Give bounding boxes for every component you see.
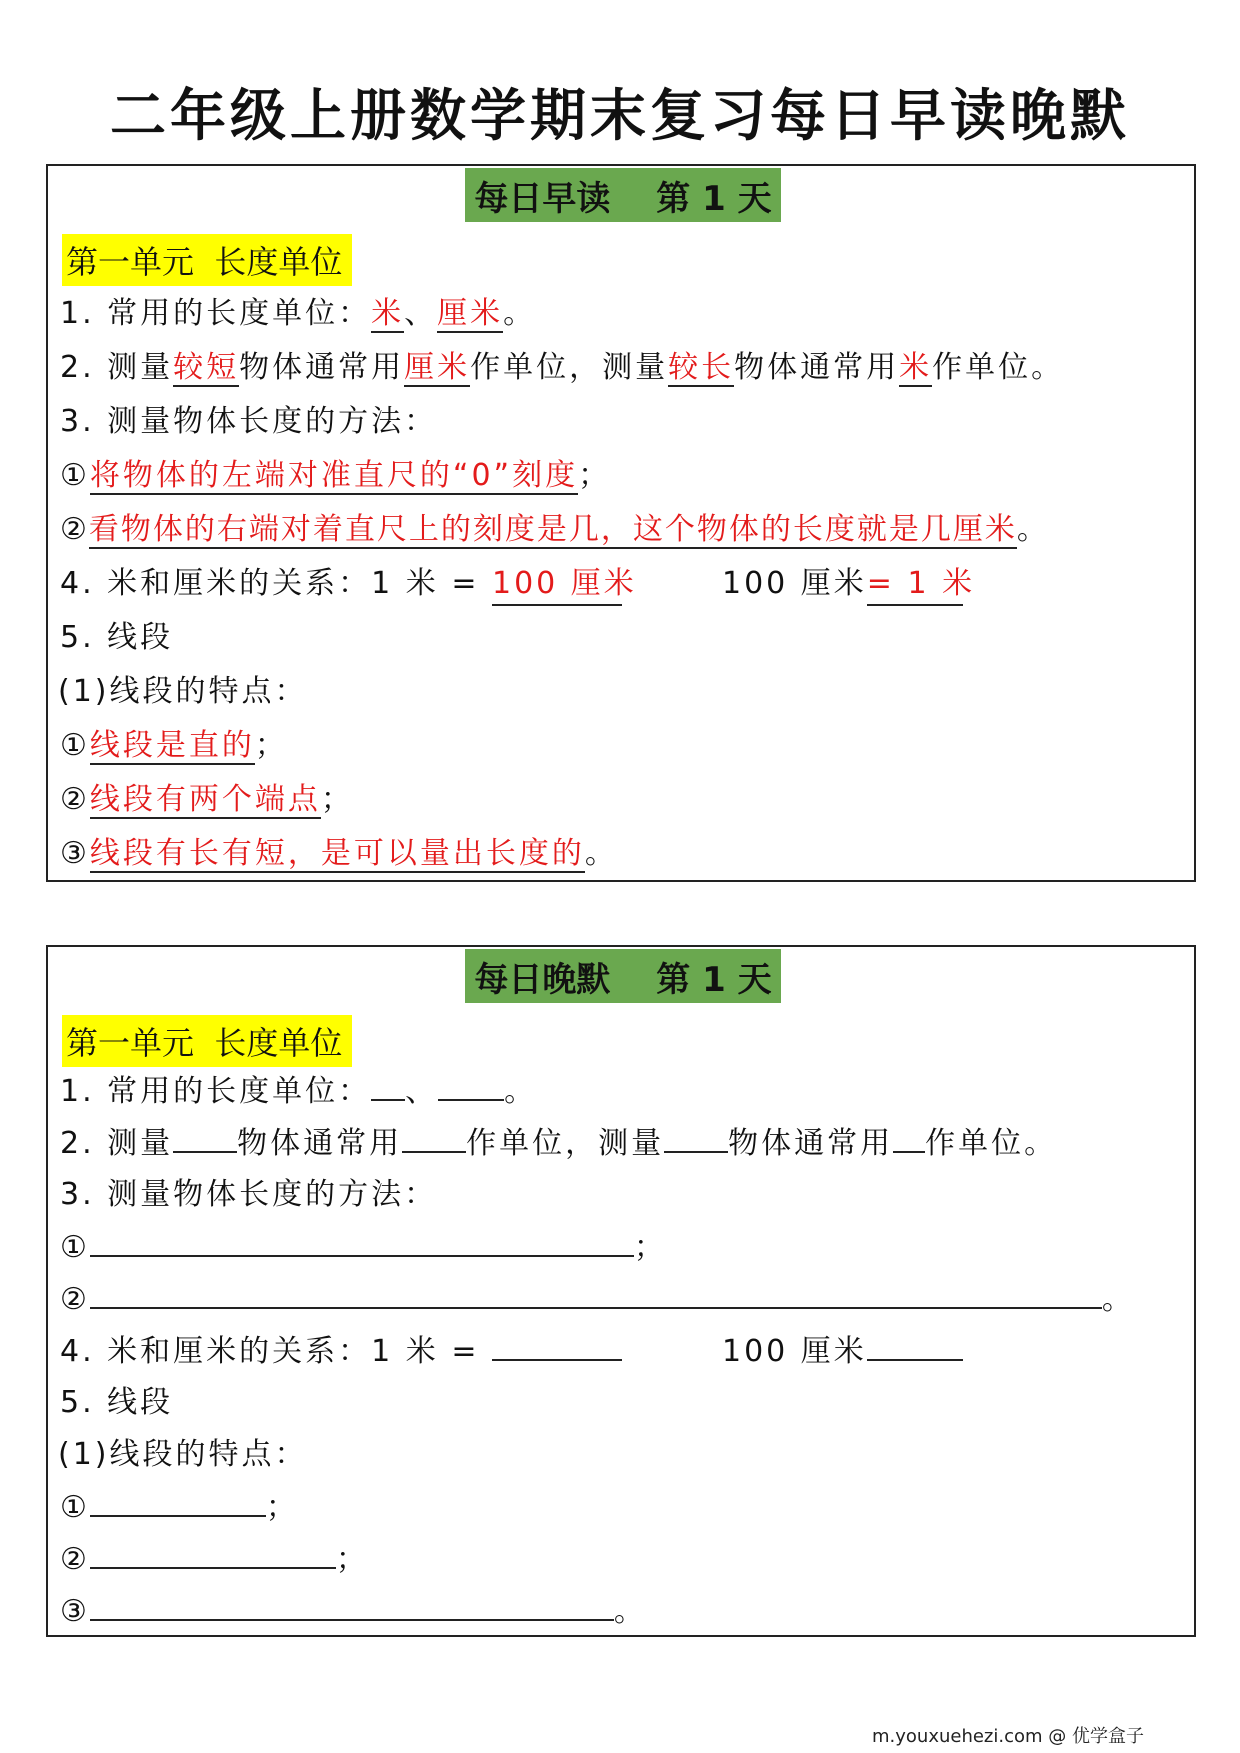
evening-q5-1 (60, 1487, 299, 1528)
morning-q5: 5. 线段 (60, 620, 174, 655)
eq5-2-num: ② (60, 1542, 90, 1577)
q3-2-answer: 看物体的右端对着直尺上的刻度是几，这个物体的长度就是几厘米 (88, 512, 1017, 547)
morning-q4 (60, 564, 976, 606)
eq4-mid-text: 100 厘米 (722, 1334, 867, 1369)
eq3-2-end: 。 (1101, 1282, 1135, 1317)
eq3-1-blank[interactable] (90, 1227, 634, 1257)
evening-q1 (60, 1071, 537, 1112)
evening-unit-title: 第一单元 长度单位 (62, 1015, 352, 1067)
eq3-2-num: ② (60, 1282, 90, 1317)
q3-1-end: ； (578, 458, 612, 493)
eq2-blank-1[interactable] (173, 1123, 237, 1153)
eq2-text-2: 物体通常用 (237, 1126, 403, 1161)
eq2-text-4: 物体通常用 (728, 1126, 894, 1161)
evening-dictation-panel (46, 945, 1196, 1637)
evening-q5-2 (60, 1539, 369, 1580)
evening-q3: 3. 测量物体长度的方法： (60, 1177, 438, 1212)
morning-q5-1 (60, 726, 288, 766)
q2-text-2: 物体通常用 (239, 350, 405, 385)
eq4-blank-1[interactable] (492, 1331, 622, 1361)
eq1-blank-2[interactable] (438, 1071, 504, 1101)
q5-3-end: 。 (584, 836, 618, 871)
morning-q5-2 (60, 780, 354, 820)
q2-text-5: 作单位。 (932, 350, 1065, 385)
q2-text-1: 2. 测量 (60, 350, 174, 385)
eq1-text: 1. 常用的长度单位： (60, 1074, 372, 1109)
q3-1-answer: 将物体的左端对准直尺的“0”刻度 (89, 458, 579, 493)
q4-text: 4. 米和厘米的关系：1 米 = (60, 566, 492, 601)
q4-mid-text: 100 厘米 (722, 566, 867, 601)
morning-q3-2 (60, 510, 1049, 550)
eq2-text-5: 作单位。 (925, 1126, 1058, 1161)
morning-q1 (60, 294, 536, 334)
q3-2-end: 。 (1016, 512, 1049, 547)
morning-unit-title: 第一单元 长度单位 (62, 234, 352, 286)
morning-q3: 3. 测量物体长度的方法： (60, 404, 438, 439)
q5-3-answer: 线段有长有短，是可以量出长度的 (89, 836, 585, 871)
eq5-2-end: ； (335, 1542, 369, 1577)
q5-1-end: ； (254, 728, 288, 763)
q4-answer-1: 100 厘米 (492, 564, 622, 606)
eq5-2-blank[interactable] (90, 1539, 336, 1569)
morning-reading-panel (46, 164, 1196, 882)
eq3-1-num: ① (60, 1230, 90, 1265)
eq2-text-3: 作单位，测量 (466, 1126, 665, 1161)
eq1-end: 。 (504, 1074, 538, 1109)
eq5-1-num: ① (60, 1490, 90, 1525)
eq1-blank-1[interactable] (371, 1071, 405, 1101)
eq2-blank-4[interactable] (893, 1123, 925, 1153)
evening-q4 (60, 1331, 963, 1372)
eq5-1-end: ； (265, 1490, 299, 1525)
eq2-blank-2[interactable] (402, 1123, 466, 1153)
page-title: 二年级上册数学期末复习每日早读晚默 (110, 84, 1130, 149)
morning-q2 (60, 348, 1064, 388)
q2-text-3: 作单位，测量 (470, 350, 669, 385)
footer-watermark: m.youxuehezi.com @ 优学盒子 (871, 1726, 1144, 1747)
eq3-2-blank[interactable] (90, 1279, 1102, 1309)
q2-answer-4: 米 (899, 350, 933, 385)
evening-q5: 5. 线段 (60, 1385, 174, 1420)
evening-q3-1 (60, 1227, 667, 1268)
evening-q5-3 (60, 1591, 647, 1632)
q2-answer-1: 较短 (173, 350, 240, 385)
eq2-blank-3[interactable] (664, 1123, 728, 1153)
q2-answer-2: 厘米 (404, 350, 471, 385)
eq5-3-blank[interactable] (90, 1591, 614, 1621)
evening-q2 (60, 1123, 1057, 1164)
q1-sep: 、 (404, 296, 438, 331)
q5-1-answer: 线段是直的 (89, 728, 255, 763)
evening-q3-2 (60, 1279, 1135, 1320)
eq5-1-blank[interactable] (90, 1487, 266, 1517)
q2-text-4: 物体通常用 (734, 350, 900, 385)
q1-answer-1: 米 (371, 296, 405, 331)
evening-header: 每日晚默 第 1 天 (465, 949, 781, 1003)
q5-2-num: ② (60, 782, 90, 817)
morning-q5-3 (60, 834, 618, 874)
eq5-3-num: ③ (60, 1594, 90, 1629)
morning-q3-1 (60, 456, 611, 496)
evening-q5-sub: (1)线段的特点： (58, 1437, 308, 1472)
q1-text: 1. 常用的长度单位： (60, 296, 372, 331)
morning-q5-sub: (1)线段的特点： (58, 674, 308, 709)
q3-2-num: ② (60, 512, 89, 547)
eq5-3-end: 。 (613, 1594, 647, 1629)
eq2-text-1: 2. 测量 (60, 1126, 174, 1161)
q2-answer-3: 较长 (668, 350, 735, 385)
q5-2-end: ； (320, 782, 354, 817)
q5-1-num: ① (60, 728, 90, 763)
q5-3-num: ③ (60, 836, 90, 871)
eq1-sep: 、 (405, 1074, 439, 1109)
q5-2-answer: 线段有两个端点 (89, 782, 321, 817)
q3-1-num: ① (60, 458, 90, 493)
eq4-blank-2[interactable] (867, 1331, 963, 1361)
q1-answer-2: 厘米 (437, 296, 504, 331)
eq4-text: 4. 米和厘米的关系：1 米 = (60, 1334, 492, 1369)
q4-answer-2: = 1 米 (867, 564, 963, 606)
eq3-1-end: ； (633, 1230, 667, 1265)
morning-header: 每日早读 第 1 天 (465, 168, 781, 222)
q1-end: 。 (503, 296, 537, 331)
